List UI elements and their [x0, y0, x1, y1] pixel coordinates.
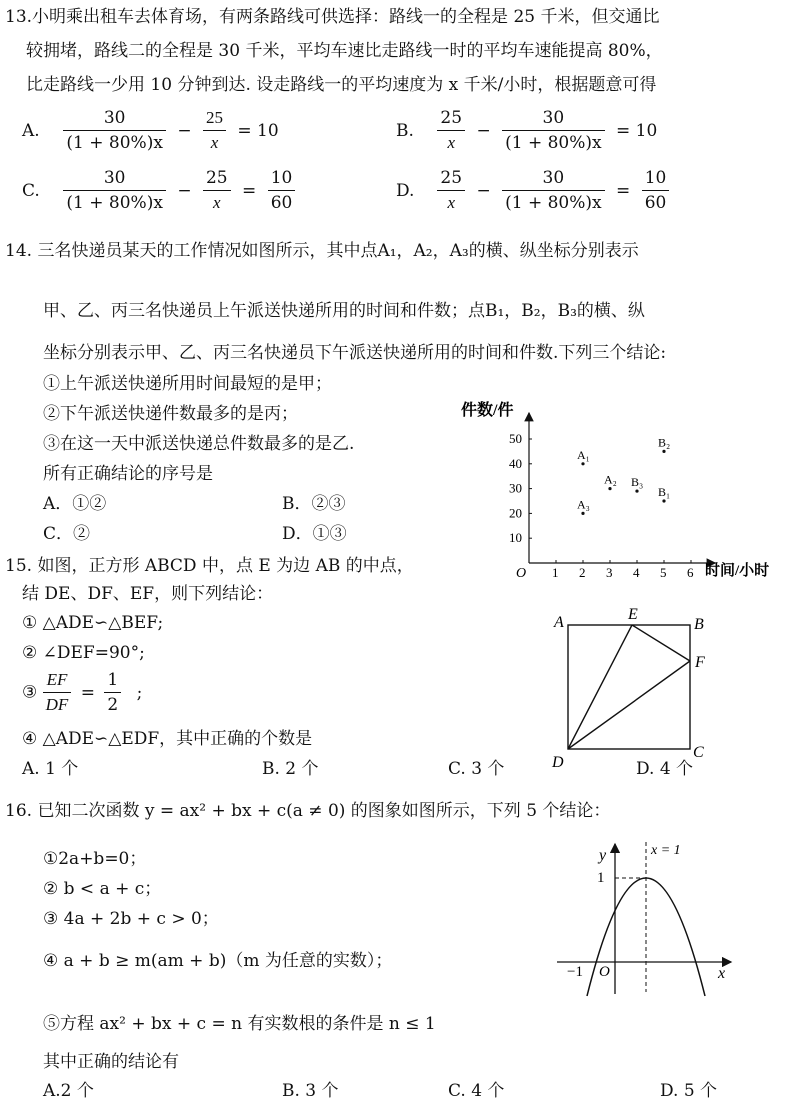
- y-tick-label: 10: [509, 530, 522, 546]
- q16-parabola-graph: [555, 838, 745, 998]
- q16-item-5: ⑤方程 ax² + bx + c = n 有实数根的条件是 n ≤ 1: [43, 1014, 436, 1034]
- origin-label: O: [516, 566, 527, 581]
- x-tick-label: 6: [687, 565, 694, 580]
- q16-option-a: A.2 个: [43, 1081, 94, 1101]
- vertex-b: B: [694, 616, 704, 633]
- q13-line-1: 13.小明乘出租车去体育场，有两条路线可供选择：路线一的全程是 25 千米，但交通比: [5, 7, 660, 27]
- q16-item-4: ④ a + b ≥ m(am + b)（m 为任意的实数）；: [43, 951, 393, 971]
- q14-line-3: 坐标分别表示甲、乙、丙三名快递员下午派送快递所用的时间和件数.下列三个结论:: [43, 343, 667, 363]
- q13-option-d: D. $\frac{25}{x}$ − $\frac{30}{(1 + 80\%)x}$ = $\frac{10}{60}$: [396, 166, 669, 215]
- point-label: A₃: [577, 497, 590, 512]
- vertex-e: E: [628, 606, 638, 623]
- x-tick-label: 4: [633, 565, 640, 580]
- q15-option-d: D. 4 个: [636, 759, 694, 779]
- q15-item-2: ② ∠DEF=90°;: [22, 643, 145, 663]
- x-tick-label: 1: [552, 565, 559, 580]
- max-value-label: 1: [597, 870, 605, 886]
- y-tick-label: 30: [509, 480, 522, 496]
- symmetry-label: x = 1: [651, 843, 681, 858]
- q15-line-1: 15. 如图，正方形 ABCD 中，点 E 为边 AB 的中点，: [5, 556, 414, 576]
- q15-line-2: 结 DE、DF、EF，则下列结论：: [22, 584, 274, 604]
- data-point: [662, 499, 665, 502]
- y-tick-label: 40: [509, 455, 522, 471]
- q15-item-3: ③ $\frac{EF}{DF}$ = $\frac{1}{2}$ ;: [22, 670, 143, 715]
- y-tick-label: 50: [509, 431, 522, 446]
- origin-label: O: [599, 964, 610, 980]
- q14-option-b: B．②③: [282, 494, 346, 514]
- square-abcd: [568, 625, 690, 749]
- q13-option-d-label: D.: [396, 180, 415, 201]
- segment-de: [568, 625, 632, 749]
- data-point: [662, 450, 665, 453]
- q13-option-a: A. $\frac{30}{(1 + 80\%)x}$ − $\frac{25}{x}$ = 10: [22, 108, 279, 153]
- point-label: A₂: [604, 472, 617, 487]
- q16-item-3: ③ 4a + 2b + c > 0；: [43, 909, 219, 929]
- q14-line-2: 甲、乙、丙三名快递员上午派送快递所用的时间和件数；点B₁，B₂，B₃的横、纵: [43, 301, 645, 321]
- data-point: [581, 462, 584, 465]
- q13-option-a-frac2: $\frac{25}{x}$: [203, 106, 226, 155]
- q15-item-4: ④ △ADE∽△EDF，其中正确的个数是: [22, 729, 313, 749]
- q13-option-a-label: A.: [22, 120, 40, 141]
- point-label: B₂: [658, 435, 671, 450]
- data-point: [635, 489, 638, 492]
- q15-option-a: A. 1 个: [22, 759, 79, 779]
- q16-option-d: D. 5 个: [660, 1081, 718, 1101]
- vertex-d: D: [552, 754, 564, 771]
- x-tick-label: 5: [660, 565, 667, 580]
- q15-item-1: ① △ADE∽△BEF;: [22, 613, 164, 633]
- q13-option-c: C. $\frac{30}{(1 + 80\%)x}$ − $\frac{25}{x}$ = $\frac{10}{60}$: [22, 166, 295, 215]
- q14-prompt: 所有正确结论的序号是: [43, 464, 213, 484]
- q13-option-c-label: C.: [22, 180, 40, 201]
- vertex-c: C: [693, 744, 704, 761]
- q15-option-b: B. 2 个: [262, 759, 319, 779]
- q13-option-b: B. $\frac{25}{x}$ − $\frac{30}{(1 + 80\%)x}$ = 10: [396, 108, 658, 153]
- segment-df: [568, 661, 690, 749]
- q13-line-2: 较拥堵，路线二的全程是 30 千米，平均车速比走路线一时的平均车速能提高 80%，: [26, 41, 663, 61]
- q14-statement-1: ①上午派送快递所用时间最短的是甲；: [43, 374, 332, 394]
- q16-title: 16. 已知二次函数 y = ax² + bx + c(a ≠ 0) 的图象如图所示，下列 5 个结论：: [5, 801, 611, 821]
- q14-option-c: C．②: [43, 524, 91, 544]
- q14-line-1: 14. 三名快递员某天的工作情况如图所示，其中点A₁，A₂，A₃的横、纵坐标分别表示: [5, 241, 639, 261]
- data-point: [581, 512, 584, 515]
- q16-option-c: C. 4 个: [448, 1081, 505, 1101]
- q16-prompt: 其中正确的结论有: [43, 1052, 179, 1072]
- x-axis-title: 时间/小时: [705, 563, 770, 579]
- point-label: B₁: [658, 485, 671, 499]
- q14-scatter-chart: [455, 395, 790, 585]
- x-axis-label: x: [718, 965, 726, 982]
- q16-item-2: ② b < a + c；: [43, 879, 162, 899]
- segment-ef: [632, 625, 690, 661]
- q14-statement-3: ③在这一天中派送快递总件数最多的是乙.: [43, 434, 355, 454]
- y-tick-label: 20: [509, 505, 522, 521]
- neg-one-label: −1: [567, 964, 583, 980]
- q13-option-b-label: B.: [396, 120, 414, 141]
- q16-option-b: B. 3 个: [282, 1081, 339, 1101]
- q15-square-figure: [548, 605, 728, 775]
- vertex-f: F: [695, 654, 705, 671]
- y-axis-label: y: [599, 847, 607, 864]
- q14-statement-2: ②下午派送快递件数最多的是丙；: [43, 404, 298, 424]
- vertex-a: A: [554, 614, 564, 631]
- q16-item-1: ①2a+b=0；: [43, 849, 147, 869]
- q14-option-d: D．①③: [282, 524, 347, 544]
- q14-option-a: A．①②: [43, 494, 107, 514]
- y-axis-title: 件数/件: [461, 402, 514, 419]
- x-tick-label: 2: [579, 565, 586, 580]
- x-tick-label: 3: [606, 565, 613, 580]
- point-label: A₁: [577, 447, 590, 462]
- q13-option-a-frac1: $\frac{30}{(1 + 80\%)x}$: [63, 106, 166, 155]
- point-label: B₃: [631, 475, 644, 490]
- data-point: [608, 487, 611, 490]
- q13-line-3: 比走路线一少用 10 分钟到达. 设走路线一的平均速度为 x 千米/小时，根据题意可得: [26, 75, 657, 95]
- q15-option-c: C. 3 个: [448, 759, 505, 779]
